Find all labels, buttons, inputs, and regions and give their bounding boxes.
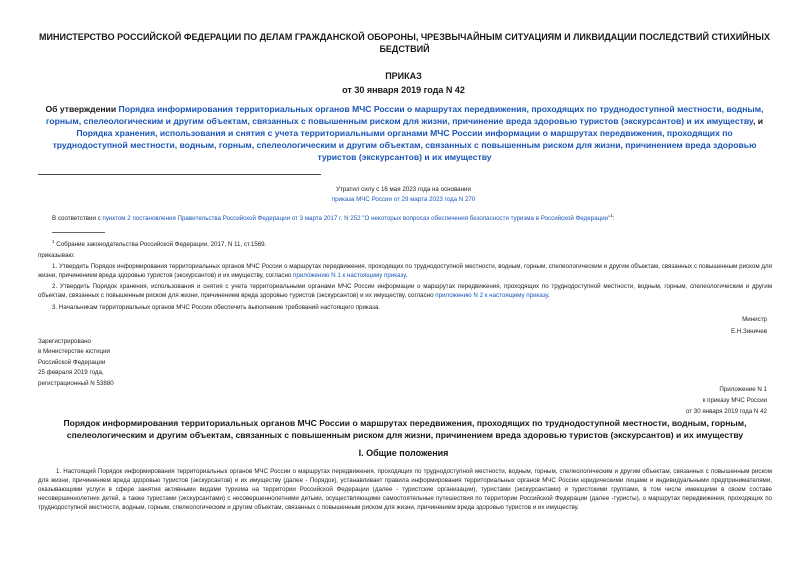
order-item-3: 3. Начальникам территориальных органов МЧС России обеспечить выполнение требований настоящего приказа. [52,304,381,311]
appendix-header [686,384,767,417]
title-prefix: Об утверждении [45,104,119,114]
registration-line: регистрационный N 53880 [38,379,114,387]
registration-line: 25 февраля 2019 года, [38,369,104,377]
footnote-mark: 1 [52,239,55,244]
preamble-suffix: : [612,215,615,223]
section-heading: I. Общие положения [358,448,449,458]
preamble-link[interactable]: пунктом 2 постановления Правительства Российской Федерации от 3 марта 2017 г. N 252 "О некоторых вопросах обеспечения безопасности туризма в Российской Федерации" [102,215,611,223]
preamble-footnote-mark: 1 [610,213,613,218]
signature-position: Министр [742,316,767,323]
signature-name: Е.Н.Зиничев [730,328,767,335]
doc-date-number: от 30 января 2019 года N 42 [342,85,465,95]
title-link-order-1[interactable]: Порядка информирования территориальных органов МЧС России о маршрутах передвижения, проходящих по труднодоступной местности, водным, горным, спелеологическим и другим объектам, связанных с повышенным риском для жизни, причинение вреда здоровью туристов (экскурсантов) и их имуществу [45,104,764,126]
doc-title [42,103,767,163]
appendix-para-1: 1. Настоящий Порядок информирования территориальных органов МЧС России о маршрутах передвижения, проходящих по труднодоступной местности, водным, горным, спелеологическим и другим объектам, связанных с повышенным риском для жизни, причинением вреда здоровью туристов (экскурсантов) и их имуществу (далее - Порядок), устанавливает правила информирования территориальных органов МЧС России юридическими лицами и индивидуальными предпринимателями, оказывающими услуги в сфере занятия активными видами туризма на территории Российской Федерации (далее - туристские организации), туристами (экскурсантами) и туристскими группами, в том числе имеющими в своем составе несовершеннолетних детей, а также туристами (экскурсантами) с несовершеннолетними детьми, осуществляющими самостоятельные путешествия по территории Российской Федерации (далее -туристы), о маршрутах передвижения, проходящих по труднодоступной местности, водным, горным, спелеологическим и другим объектам, связанных с повышенным риском для жизни, причинением вреда здоровью туристов и их имуществу. [38,468,772,511]
registration-line: Зарегистрировано [38,338,91,345]
divider [38,174,321,175]
ministry-heading: МИНИСТЕРСТВО РОССИЙСКОЙ ФЕДЕРАЦИИ ПО ДЕЛАМ ГРАЖДАНСКОЙ ОБОРОНЫ, ЧРЕЗВЫЧАЙНЫМ СИТУАЦИЯМ И ЛИКВИДАЦИИ ПОСЛЕДСТВИЙ СТИХИЙНЫХ БЕДСТВИЙ [39,32,770,54]
order-item-2 [38,282,772,300]
order-intro: приказываю: [38,252,75,259]
registration-block [38,337,238,389]
order-item-1-end: . [405,272,408,279]
footnote [52,237,552,249]
registration-line: Российской Федерации [38,358,106,366]
title-middle: , и [753,116,764,126]
preamble [52,211,772,223]
order-item-1-text: 1. Утвердить Порядок информирования территориальных органов МЧС России о маршрутах передвижения, проходящих по труднодоступной местности, водным, горным, спелеологическим и другим объектам, связанных с повышенным риском для жизни, причинением вреда здоровью туристов (экскурсантов) и их имуществу, согласно [38,263,772,279]
appendix-title: Порядок информирования территориальных органов МЧС России о маршрутах передвижения, проходящих по труднодоступной местности, водным, горным, спелеологическим и другим объектам, связанных с повышенным риском для жизни, причинением вреда здоровью туристов (экскурсантов) и их имуществу [63,418,747,440]
appendix-line: Приложение N 1 [719,386,767,393]
appendix-line: к приказу МЧС России [702,397,767,404]
order-item-2-end: . [548,292,550,299]
order-item-1-link[interactable]: приложению N 1 к настоящему приказу [293,272,406,279]
registration-line: в Министерстве юстиции [38,348,111,356]
order-item-2-text: 2. Утвердить Порядок хранения, использования и снятия с учета территориальными органами МЧС России информации о маршрутах передвижения, проходящих по труднодоступной местности, водным, горным, спелеологическим и другим объектам, связанных с повышенным риском для жизни, причинением вреда здоровью туристов (экскурсантов) и их имуществу, согласно [38,283,772,299]
order-item-2-link[interactable]: приложению N 2 к настоящему приказу [435,292,548,299]
footnote-divider [52,232,105,233]
footnote-text: Собрание законодательства Российской Федерации, 2017, N 11, ст.1569. [56,241,267,249]
preamble-prefix: В соответствии с [52,215,103,223]
title-link-order-2[interactable]: Порядка хранения, использования и снятия с учета территориальными органами МЧС России информации о маршрутах передвижения, проходящих по труднодоступной местности, водным, горным, спелеологическим и другим объектам, связанных с повышенным риском для жизни, причинением вреда здоровью туристов (экскурсантов) и их имуществу [52,128,757,162]
status-link[interactable]: приказа МЧС России от 29 марта 2023 года N 270 [331,196,476,203]
status-note: Утратил силу с 16 мая 2023 года на основании [336,186,471,193]
order-item-1 [38,262,772,280]
appendix-line: от 30 января 2019 года N 42 [685,408,767,415]
doc-type: ПРИКАЗ [385,71,422,81]
